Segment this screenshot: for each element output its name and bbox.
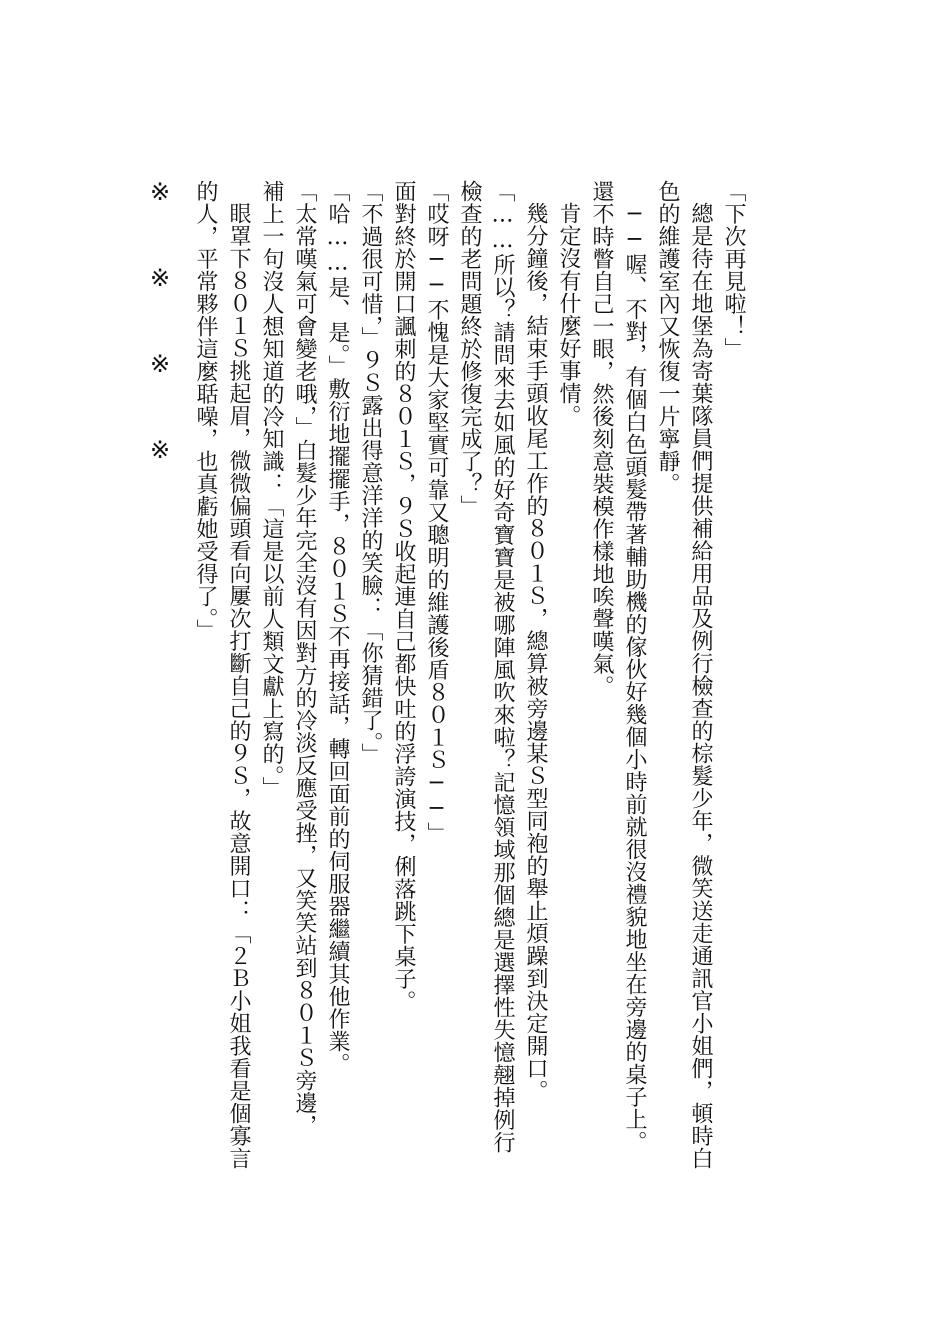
text-column-17: 的人，平常夥伴這麼聒噪，也真虧她受得了。」	[193, 180, 218, 642]
text-column-10: 「哎呀──不愧是大家堅實可靠又聰明的維護後盾８０１Ｓ──」	[424, 180, 449, 845]
text-column-13: 「哈……是、是。」敷衍地擺擺手，８０１Ｓ不再接話，轉回面前的伺服器繼續其他作業。	[325, 180, 350, 1075]
text-column-6: 肯定沒有什麼好事情。	[556, 202, 581, 427]
text-column-2: 總是待在地堡為寄葉隊員們提供補給用品及例行檢查的棕髮少年，微笑送走通訊官小姐們，頓時白	[688, 202, 713, 1170]
text-column-14: 「太常嘆氣可會變老哦，」白髮少年完全沒有因對方的冷淡反應受挫，又笑笑站到８０１Ｓ旁邊，	[292, 180, 317, 1137]
text-column-4: ──喔、不對，有個白色頭髮帶著輔助機的傢伙好幾個小時前就很沒禮貌地坐在旁邊的桌子上。	[622, 202, 647, 1153]
text-column-5: 還不時瞥自己一眼，然後刻意裝模作樣地唉聲嘆氣。	[589, 180, 614, 698]
text-column-8: 「……所以？請問來去如風的好奇寶寶是被哪陣風吹來啦？記憶領域那個總是選擇性失憶翹掉例行	[490, 180, 515, 1154]
vertical-text-body	[189, 180, 750, 1170]
text-column-3: 色的維護室內又恢復一片寧靜。	[655, 180, 680, 495]
text-column-16: 眼罩下８０１Ｓ挑起眉，微微偏頭看向屢次打斷自己的９Ｓ，故意開口：「２Ｂ小姐我看是個寡言	[226, 202, 251, 1170]
text-column-12: 「不過很可惜，」９Ｓ露出得意洋洋的笑臉：「你猜錯了。」	[358, 180, 383, 766]
text-column-1: 「下次再見啦！」	[721, 180, 746, 360]
text-column-11: 面對終於開口諷刺的８０１Ｓ，９Ｓ收起連自己都快吐的浮誇演技，俐落跳下桌子。	[391, 180, 416, 1013]
text-column-7: 幾分鐘後，結束手頭收尾工作的８０１Ｓ，總算被旁邊某Ｓ型同袍的舉止煩躁到決定開口。	[523, 202, 548, 1102]
scene-break-marker: ※※※※	[146, 178, 174, 522]
text-column-9: 檢查的老問題終於修復完成了？」	[457, 180, 482, 518]
text-column-15: 補上一句沒人想知道的冷知識：「這是以前人類文獻上寫的。」	[259, 180, 284, 799]
